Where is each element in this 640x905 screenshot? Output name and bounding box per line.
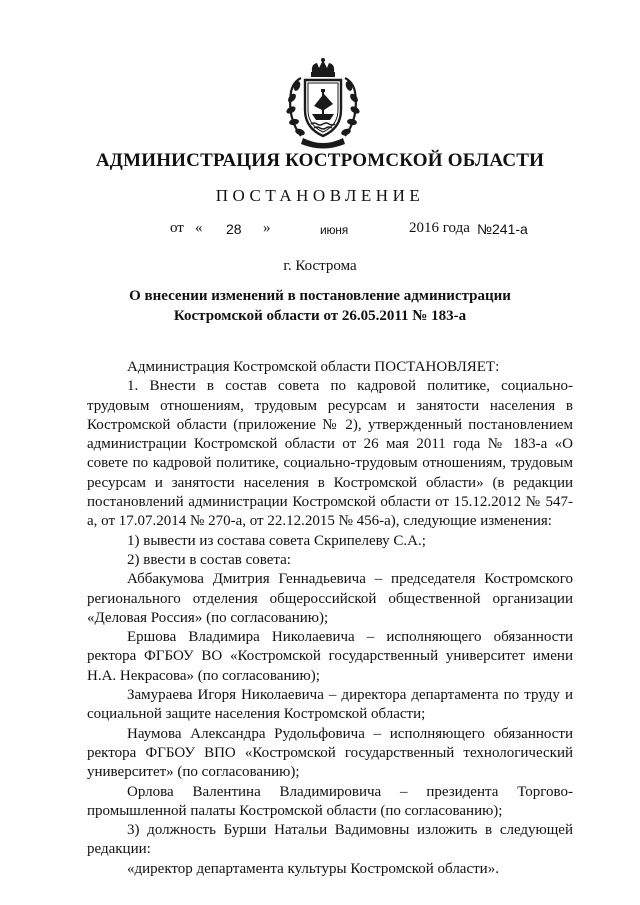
- member-2: Ершова Владимира Николаевича – исполняющего обязанности ректора ФГБОУ ВО «Костромской государственный университет имени Н.А. Некрасова» (по согласованию);: [87, 629, 573, 684]
- member-5: Орлова Валентина Владимировича – президента Торгово-промышленной палаты Костромской области (по согласованию);: [87, 783, 573, 819]
- quote-open: «: [195, 220, 203, 236]
- subitem-3: 3) должность Бурши Натальи Вадимовны изложить в следующей редакции:: [87, 822, 573, 858]
- item-1-paragraph: 1. Внести в состав совета по кадровой политике, социально-трудовым отношениям, трудовым ресурсам и занятости населения в Костромской области (приложение № 2), утвержденный постановлением администрации Костромской области от 26 мая 2011 года № 183-а «О совете по кадровой политике, социально-трудовым отношениям, трудовым ресурсам и занятости населения в Костромской области» (в редакции постановлений администрации Костромской области от 15.12.2012 № 547-а, от 17.07.2014 № 270-а, от 22.12.2015 № 456-а), следующие изменения:: [87, 378, 573, 530]
- subject-line-1: О внесении изменений в постановление администрации: [129, 288, 511, 304]
- document-body: [87, 358, 573, 879]
- subitem-1: 1) вывести из состава совета Скрипелеву С.А.;: [127, 532, 426, 549]
- coat-of-arms-icon: [281, 58, 365, 150]
- city: г. Кострома: [283, 258, 357, 274]
- date-line: [0, 220, 640, 242]
- document-number: №241-а: [477, 221, 528, 237]
- date-day: 28: [226, 221, 242, 237]
- organization-title: АДМИНИСТРАЦИЯ КОСТРОМСКОЙ ОБЛАСТИ: [95, 150, 545, 171]
- document-type: ПОСТАНОВЛЕНИЕ: [215, 186, 425, 205]
- subject-line-2: Костромской области от 26.05.2011 № 183-а: [173, 308, 467, 324]
- date-month: июня: [320, 223, 349, 237]
- quote-close: »: [263, 220, 271, 236]
- subitem-2: 2) ввести в состав совета:: [127, 551, 291, 568]
- date-prefix: от: [170, 220, 184, 236]
- member-3: Замураева Игоря Николаевича – директора департамента по труду и социальной защите населения Костромской области;: [87, 687, 573, 723]
- intro-paragraph: Администрация Костромской области ПОСТАНОВЛЯЕТ:: [127, 359, 500, 375]
- member-4: Наумова Александра Рудольфовича – исполняющего обязанности ректора ФГБОУ ВПО «Костромской государственный технологический университет» (по согласованию);: [87, 725, 573, 781]
- date-year: 2016 года: [409, 220, 470, 236]
- document-subject: [0, 286, 640, 326]
- member-1: Аббакумова Дмитрия Геннадьевича – председателя Костромского регионального отделения общероссийской общественной организации «Деловая Россия» (по согласованию);: [87, 571, 573, 626]
- new-position-text: «директор департамента культуры Костромской области».: [127, 860, 499, 877]
